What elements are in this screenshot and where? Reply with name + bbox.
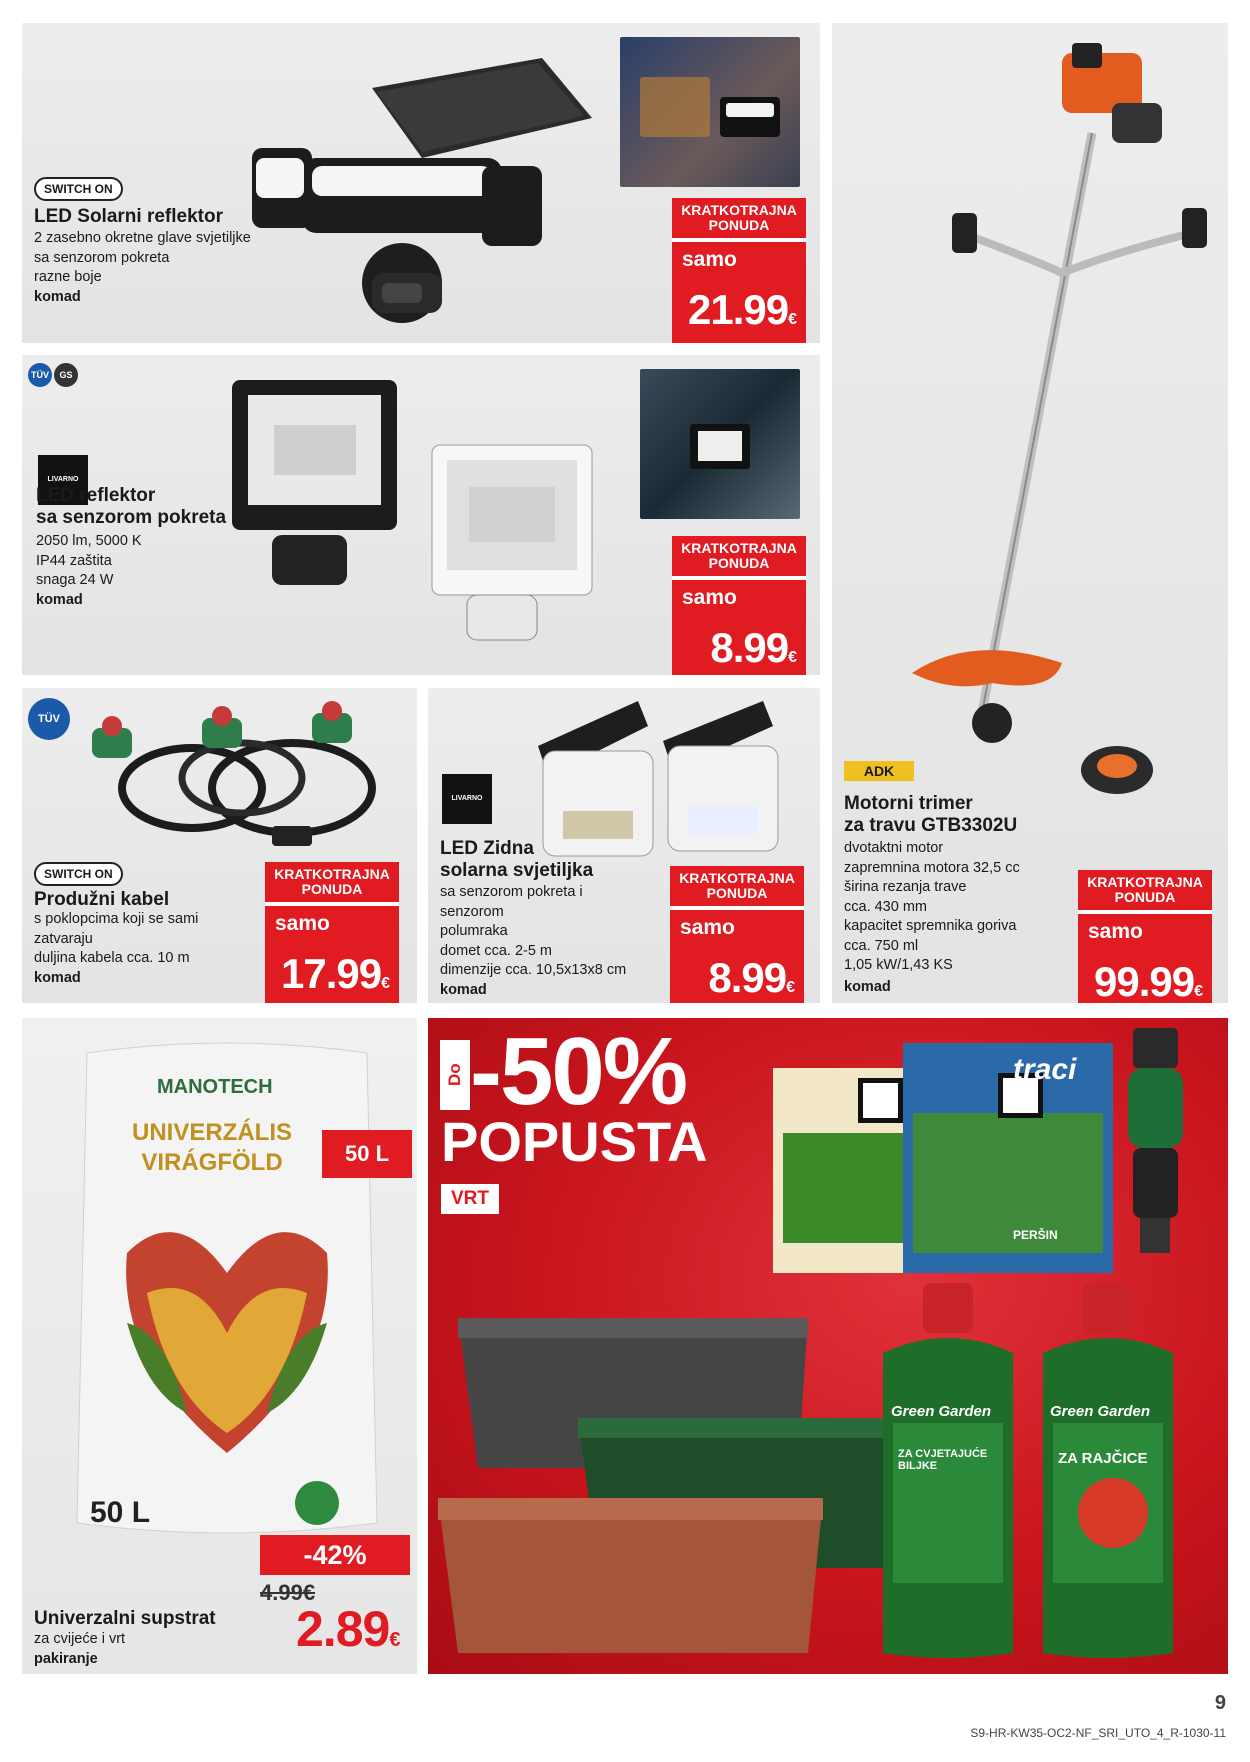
product-photo-wall [640, 369, 800, 519]
badge-samo: samo [682, 248, 737, 271]
fert-brand-2: Green Garden [1050, 1403, 1151, 1420]
product-price: 99.99€ [1093, 958, 1202, 1003]
brand-logo-switchon: SWITCH ON [34, 177, 123, 201]
gs-mark-icon: GS [54, 363, 78, 387]
product-unit: komad [34, 970, 81, 986]
tuv-sud-icon: TÜV [28, 698, 70, 740]
discount-badge: -42% [260, 1535, 410, 1575]
promo-tag: VRT [441, 1184, 499, 1214]
product-card-solar-reflector[interactable] [22, 23, 820, 343]
extension-cable-image [72, 698, 412, 858]
product-card-extension-cable[interactable] [22, 688, 417, 1003]
product-title: LED reflektor sa senzorom pokreta [36, 485, 227, 528]
product-photo-night [620, 37, 800, 187]
product-card-trimmer[interactable] [832, 23, 1228, 1003]
badge-header: KRATKOTRAJNA PONUDA [670, 866, 804, 910]
product-card-wall-lamp[interactable] [428, 688, 820, 1003]
new-price: 2.89€ [296, 1601, 400, 1657]
bag-title: UNIVERZÁLIS VIRÁGFÖLD [131, 1119, 292, 1176]
badge-samo: samo [680, 916, 735, 939]
fert-label-1: ZA CVJETAJUĆE BILJKE [898, 1448, 988, 1472]
seed-label-persin: PERŠIN [1013, 1228, 1058, 1242]
price-badge [265, 862, 399, 1003]
fert-label-2: ZA RAJČICE [1058, 1450, 1148, 1467]
size-badge: 50 L [322, 1130, 412, 1178]
product-description: dvotaktni motor zapremnina motora 32,5 cc širina rezanja trave cca. 430 mm kapacitet spremnika goriva cca. 750 ml 1,05 kW/1,43 KS [844, 840, 1020, 973]
product-price: 8.99€ [708, 954, 794, 1001]
seed-label-traci: traci [1013, 1053, 1077, 1086]
brand-logo-livarno: LIVARNO [442, 774, 492, 824]
price-badge [672, 198, 806, 343]
product-title: Produžni kabel [34, 889, 170, 910]
product-card-substrate[interactable] [22, 1018, 417, 1674]
product-title: LED Zidna solarna svjetiljka [440, 838, 594, 881]
promo-label: POPUSTA [441, 1110, 708, 1173]
badge-header: KRATKOTRAJNA PONUDA [265, 862, 399, 906]
tuv-gs-icon: TÜV [28, 363, 52, 387]
product-title: LED Solarni reflektor [34, 206, 223, 227]
product-unit: pakiranje [34, 1651, 98, 1667]
brand-logo-adk: ADK [844, 761, 914, 781]
badge-samo: samo [275, 912, 330, 935]
promo-do: Do [440, 1040, 470, 1110]
soil-bag-image [67, 1033, 387, 1543]
product-description: 2050 lm, 5000 K IP44 zaštita snaga 24 W [36, 533, 142, 588]
price-badge [670, 866, 804, 1003]
product-title: Motorni trimer za travu GTB3302U [844, 793, 1018, 836]
product-card-led-reflector[interactable] [22, 355, 820, 675]
price-badge [1078, 870, 1212, 1003]
fert-brand-1: Green Garden [891, 1403, 992, 1420]
fertilizer-bottles-image [873, 1283, 1213, 1663]
product-unit: komad [844, 979, 891, 995]
badge-header: KRATKOTRAJNA PONUDA [672, 536, 806, 580]
product-description: s poklopcima koji se sami zatvaraju duljina kabela cca. 10 m [34, 911, 199, 966]
bag-size-label: 50 L [90, 1496, 151, 1529]
promo-percent: -50% [470, 1018, 687, 1125]
product-price: 8.99€ [710, 624, 796, 671]
product-price: 17.99€ [280, 950, 389, 997]
badge-header: KRATKOTRAJNA PONUDA [672, 198, 806, 242]
badge-samo: samo [682, 586, 737, 609]
planters-image [428, 1308, 928, 1668]
product-unit: komad [36, 592, 83, 608]
badge-header: KRATKOTRAJNA PONUDA [1078, 870, 1212, 914]
led-reflector-image [212, 375, 632, 675]
page-number: 9 [1214, 1692, 1226, 1714]
solar-reflector-image [232, 48, 612, 343]
product-unit: komad [440, 982, 487, 998]
brand-logo-switchon: SWITCH ON [34, 862, 123, 886]
product-price: 21.99€ [687, 286, 796, 333]
product-unit: komad [34, 289, 81, 305]
product-title: Univerzalni supstrat [34, 1608, 216, 1629]
product-description: sa senzorom pokreta i senzorom polumraka domet cca. 2-5 m dimenzije cca. 10,5x13x8 cm [440, 884, 627, 978]
bag-brand: MANOTECH [157, 1076, 273, 1098]
trimmer-head-image [1077, 738, 1157, 798]
price-badge [672, 536, 806, 675]
hose-connector-image [1108, 1028, 1198, 1258]
product-description: 2 zasebno okretne glave svjetiljke sa senzorom pokreta razne boje [34, 230, 251, 285]
brand-logo-livarno: LIVARNO [38, 455, 88, 505]
print-code: S9-HR-KW35-OC2-NF_SRI_UTO_4_R-1030-11 [970, 1726, 1226, 1740]
trimmer-image [892, 33, 1212, 783]
product-description: za cvijeće i vrt [34, 1631, 126, 1647]
badge-samo: samo [1088, 920, 1143, 943]
old-price: 4.99€ [260, 1580, 316, 1605]
